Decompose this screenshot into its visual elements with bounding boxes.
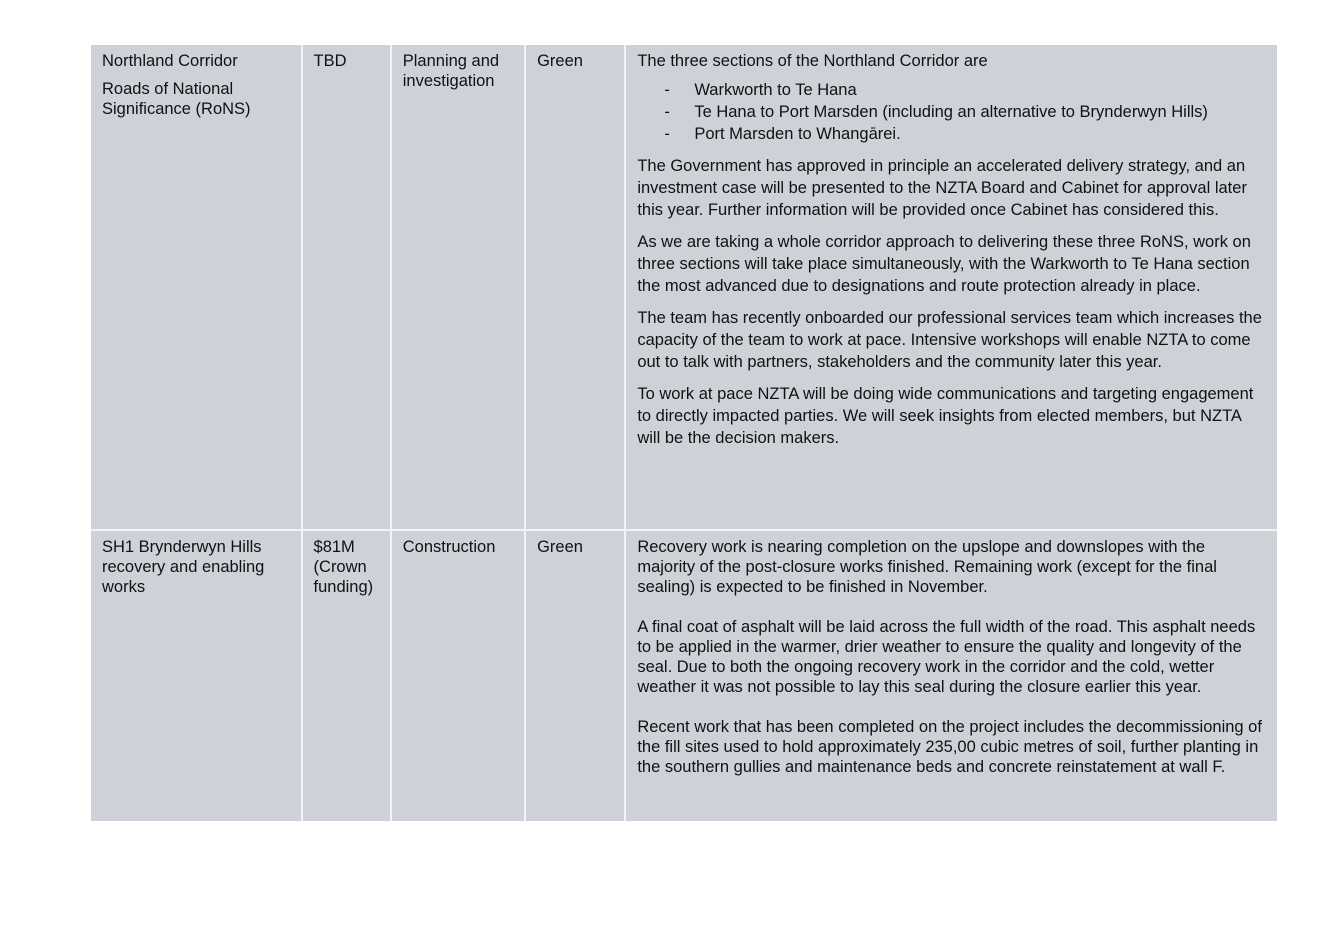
list-item-text: Warkworth to Te Hana	[694, 81, 857, 99]
stage-cell	[392, 531, 526, 821]
detail-paragraph: The Government has approved in principle an accelerated delivery strategy, and an investment case will be presented to the NZTA Board and Cabinet for approval later this year. Further information will be provided once Cabinet has considered this.	[637, 157, 1247, 219]
project-subtitle: Roads of National Significance (RoNS)	[102, 80, 251, 118]
stage-value: Construction	[402, 538, 496, 556]
cost-value: TBD	[313, 52, 347, 70]
detail-paragraph: To work at pace NZTA will be doing wide communications and targeting engagement to directly impacted parties. We will seek insights from elected members, but NZTA will be the decision makers.	[637, 385, 1254, 447]
stage-cell	[392, 45, 526, 531]
bullet-marker: -	[664, 103, 670, 121]
stage-value: Planning and investigation	[402, 52, 500, 90]
detail-paragraph: A final coat of asphalt will be laid across the full width of the road. This asphalt needs to be applied in the warmer, drier weather to ensure the quality and longevity of the seal. Due to both the ongoing recovery work in the corridor and the cold, wetter weather it was not possible to lay this seal during the closure earlier this year.	[637, 618, 1256, 696]
detail-paragraph: As we are taking a whole corridor approach to delivering these three RoNS, work on three sections will take place simultaneously, with the Warkworth to Te Hana section the most advanced due to designations and route protection already in place.	[637, 233, 1251, 295]
status-value: Green	[537, 538, 583, 556]
table-row	[91, 531, 1277, 821]
project-status-table	[91, 45, 1277, 821]
detail-cell	[626, 45, 1277, 531]
list-item	[637, 101, 1267, 123]
table-row	[91, 45, 1277, 531]
detail-paragraph: Recovery work is nearing completion on the upslope and downslopes with the majority of the post-closure works finished. Remaining work (except for the final sealing) is expected to be finished in November.	[637, 538, 1217, 596]
list-item	[637, 79, 1267, 101]
list-item	[637, 123, 1267, 145]
list-item-text: Port Marsden to Whangārei.	[694, 125, 901, 143]
list-item-text: Te Hana to Port Marsden (including an alternative to Brynderwyn Hills)	[694, 103, 1208, 121]
detail-paragraph: Recent work that has been completed on the project includes the decommissioning of the fill sites used to hold approximately 235,00 cubic metres of soil, further planting in the southern gullies and maintenance beds and concrete reinstatement at wall F.	[637, 718, 1262, 776]
project-name: SH1 Brynderwyn Hills recovery and enabling works	[102, 538, 265, 596]
project-cell	[91, 45, 303, 531]
bullet-marker: -	[664, 81, 670, 99]
bullet-marker: -	[664, 125, 670, 143]
detail-paragraph: The team has recently onboarded our professional services team which increases the capacity of the team to work at pace. Intensive workshops will enable NZTA to come out to talk with partners, stakeholders and the community later this year.	[637, 309, 1262, 371]
detail-cell	[626, 531, 1277, 821]
sections-list	[637, 79, 1267, 145]
project-name: Northland Corridor	[102, 52, 238, 70]
project-cell	[91, 531, 303, 821]
cost-cell	[303, 531, 392, 821]
status-value: Green	[537, 52, 583, 70]
cost-cell	[303, 45, 392, 531]
status-cell	[526, 45, 626, 531]
cost-value: $81M (Crown funding)	[313, 538, 374, 596]
status-cell	[526, 531, 626, 821]
detail-intro: The three sections of the Northland Corridor are	[637, 52, 988, 70]
